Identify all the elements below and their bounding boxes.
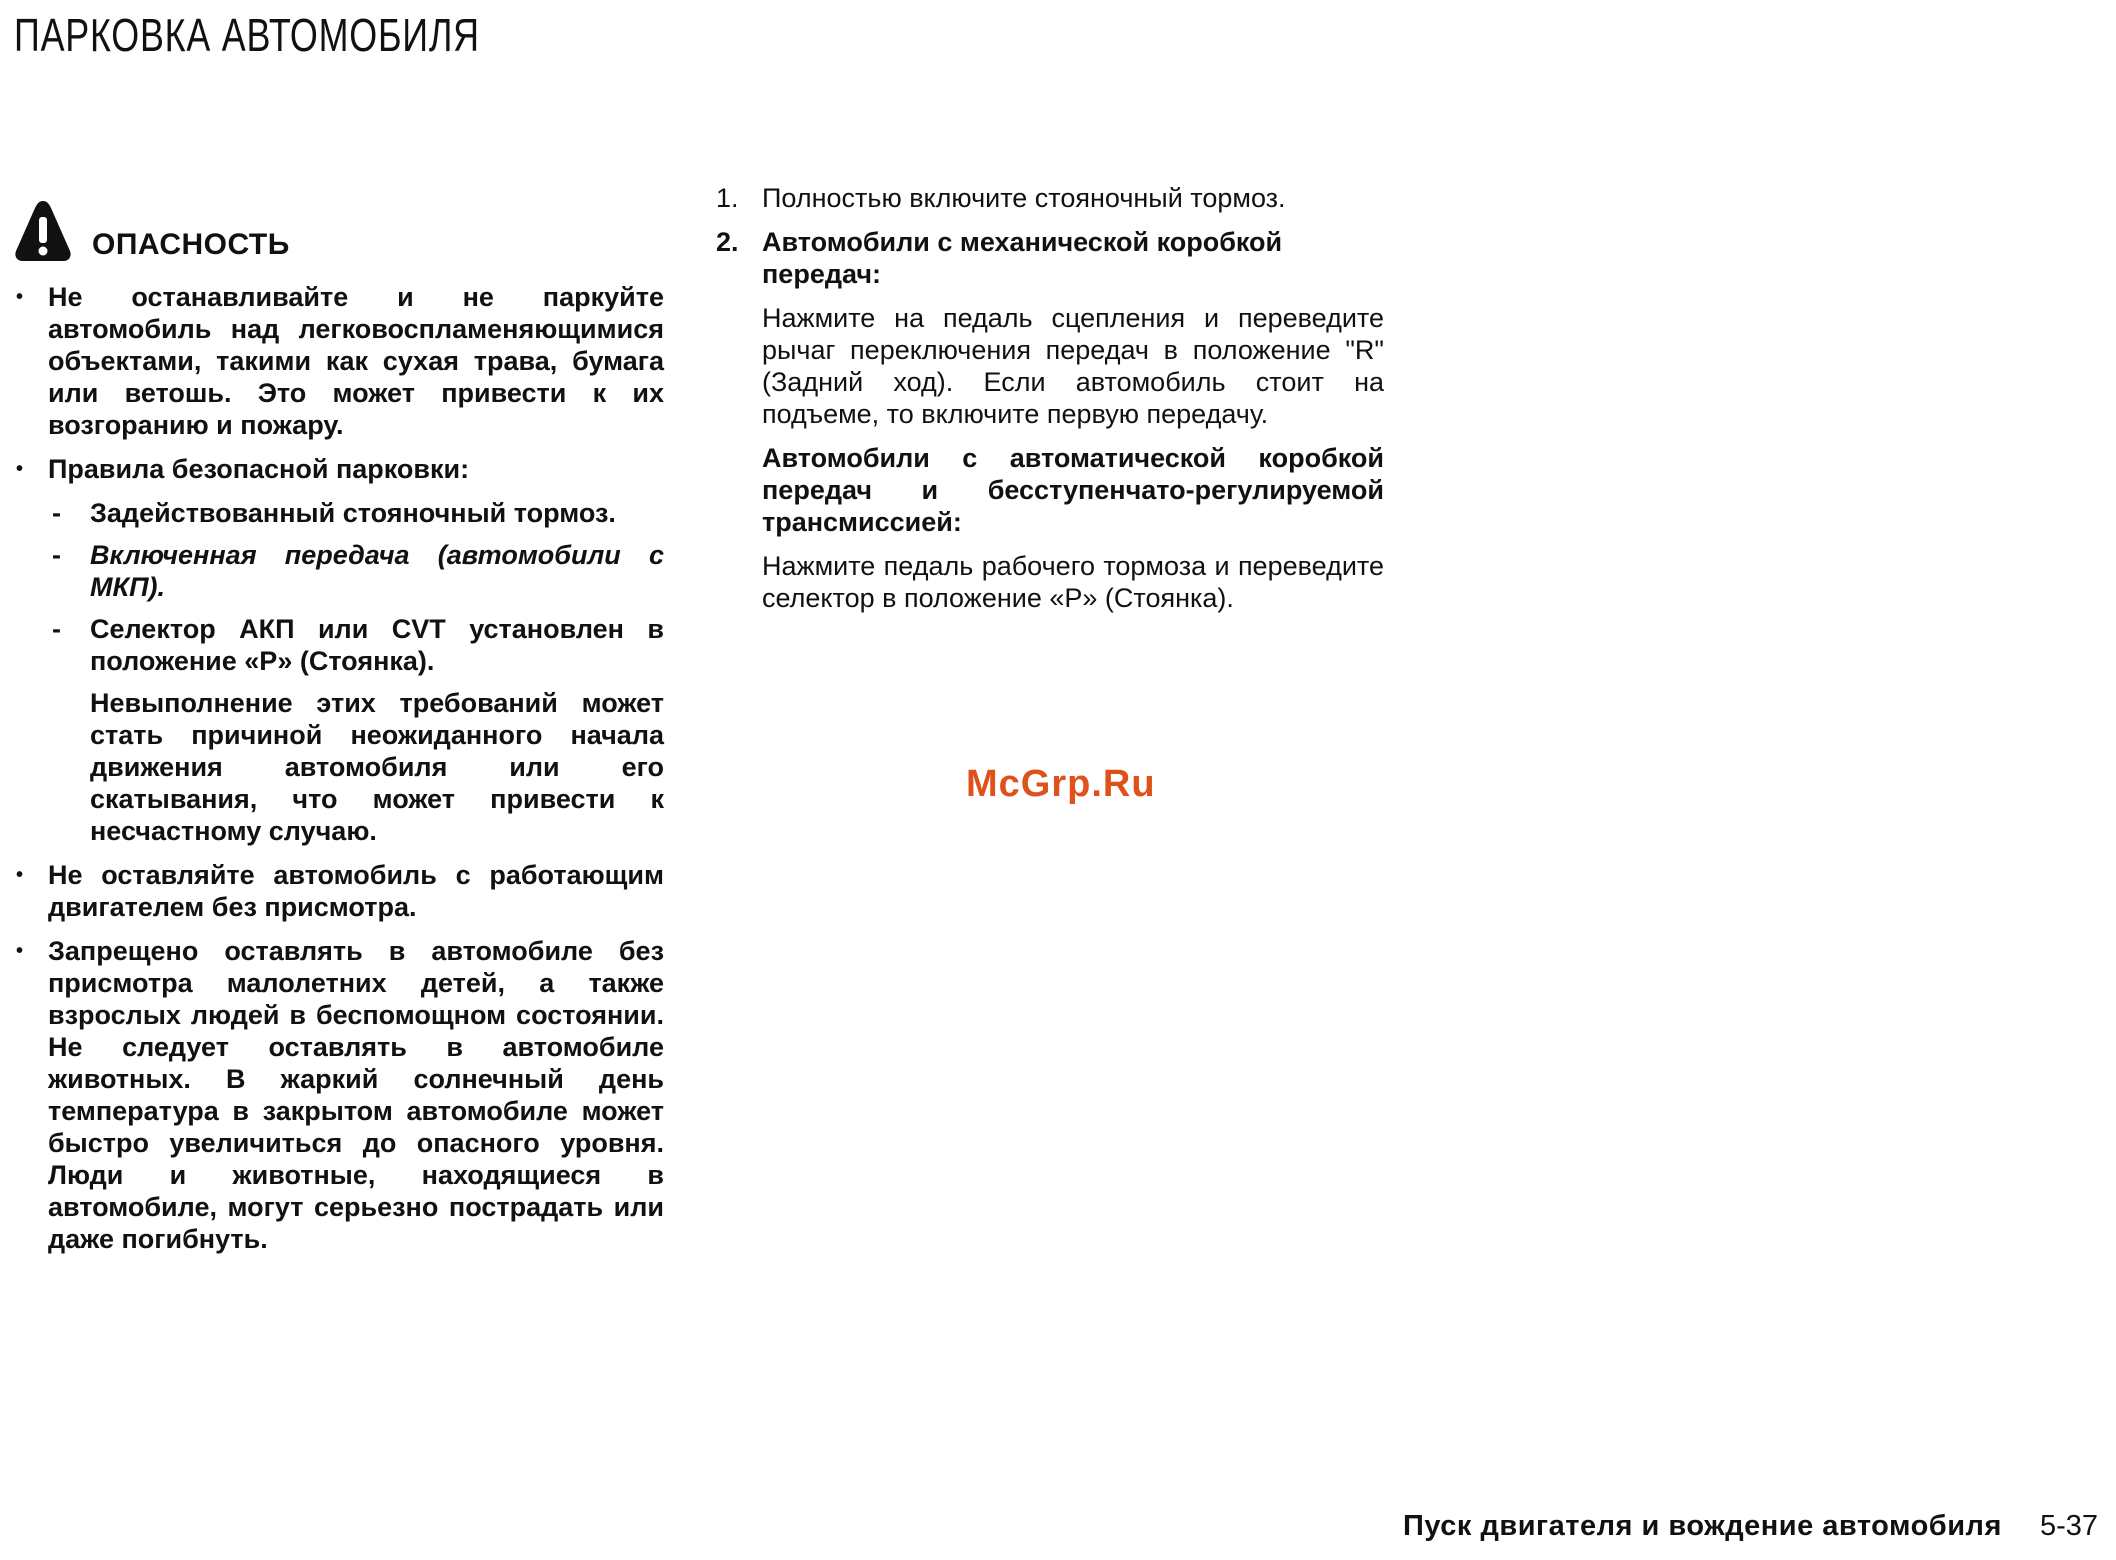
manual-transmission-text: Нажмите на педаль сцепления и переведите рычаг переключения передач в положение "R" (Задний ход). Если автомобиль стоит на подъеме, то включите первую передачу. bbox=[762, 303, 1384, 429]
sub-item-gear-engaged bbox=[14, 539, 664, 603]
page-title: ПАРКОВКА АВТОМОБИЛЯ bbox=[14, 9, 480, 61]
footer-section-title: Пуск двигателя и вождение автомобиля bbox=[1403, 1510, 2002, 1542]
page-footer bbox=[1403, 1510, 2098, 1543]
dash-marker: - bbox=[52, 498, 61, 528]
step-text: Полностью включите стояночный тормоз. bbox=[762, 183, 1286, 213]
step-2 bbox=[716, 226, 1384, 290]
danger-item-text: Правила безопасной парковки: bbox=[48, 454, 470, 484]
step-1 bbox=[716, 182, 1384, 214]
danger-item-text: Запрещено оставлять в автомобиле без присмотра малолетних детей, а также взрослых людей в беспомощном состоянии. Не следует оставлять в автомобиле животных. В жаркий солнечный день температура в закрытом автомобиле может быстро увеличиться до опасного уровня. Люди и животные, находящиеся в автомобиле, могут серьезно пострадать или даже погибнуть. bbox=[48, 936, 664, 1254]
danger-label: ОПАСНОСТЬ bbox=[92, 228, 290, 261]
sub-item-text: Селектор АКП или CVT установлен в положение «P» (Стоянка). bbox=[90, 614, 664, 676]
sub-item-text: Задействованный стояночный тормоз. bbox=[90, 498, 616, 528]
auto-transmission-heading: Автомобили с автоматической коробкой передач и бесступенчато-регулируемой трансмиссией: bbox=[762, 443, 1384, 537]
danger-item-children-animals bbox=[14, 935, 664, 1255]
danger-item-parking-rules bbox=[14, 453, 664, 485]
sub-item-parking-brake bbox=[14, 497, 664, 529]
danger-header bbox=[14, 195, 664, 263]
bullet-icon: • bbox=[16, 286, 24, 308]
bullet-icon: • bbox=[16, 940, 24, 962]
danger-item-flammable bbox=[14, 281, 664, 441]
procedure-column bbox=[716, 182, 1384, 626]
danger-box bbox=[14, 195, 664, 1267]
danger-item-text: Не останавливайте и не паркуйте автомобиль над легковоспламеняющимися объектами, такими как сухая трава, бумага или ветошь. Это может привести к их возгоранию и пожару. bbox=[48, 282, 664, 440]
page-number: 5-37 bbox=[2039, 1510, 2098, 1542]
sub-item-text: Включенная передача (автомобили с МКП). bbox=[90, 540, 664, 602]
step-number: 1. bbox=[716, 183, 739, 213]
sub-item-selector-park bbox=[14, 613, 664, 677]
danger-item-engine-running bbox=[14, 859, 664, 923]
watermark: McGrp.Ru bbox=[966, 763, 1156, 805]
sub-note: Невыполнение этих требований может стать причиной неожиданного начала движения автомобиля или его скатывания, что может привести к несчастному случаю. bbox=[90, 688, 664, 846]
step-text: Автомобили с механической коробкой передач: bbox=[762, 227, 1283, 289]
dash-marker: - bbox=[52, 614, 61, 644]
bullet-icon: • bbox=[16, 458, 24, 480]
warning-triangle-icon bbox=[14, 199, 72, 263]
bullet-icon: • bbox=[16, 864, 24, 886]
auto-transmission-text: Нажмите педаль рабочего тормоза и переведите селектор в положение «P» (Стоянка). bbox=[762, 551, 1384, 613]
step-number: 2. bbox=[716, 227, 739, 257]
danger-item-text: Не оставляйте автомобиль с работающим двигателем без присмотра. bbox=[48, 860, 664, 922]
dash-marker: - bbox=[52, 540, 61, 570]
